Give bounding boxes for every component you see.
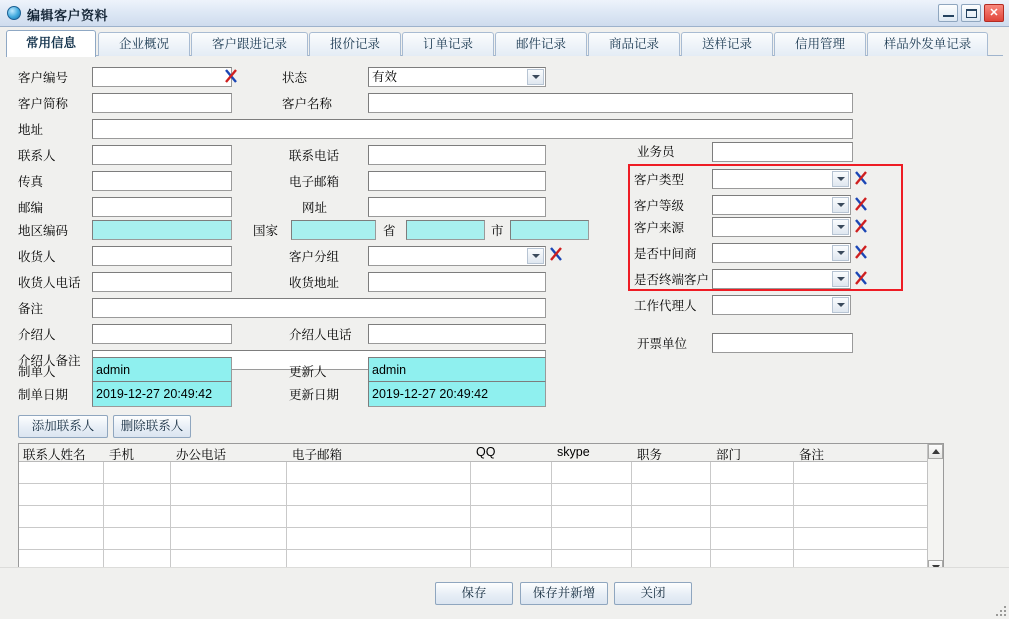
contacts-grid-header xyxy=(19,444,943,462)
column-header-department[interactable]: 部门 xyxy=(716,448,742,462)
is-end-customer-select[interactable] xyxy=(712,269,851,289)
label-create-date: 制单日期 xyxy=(18,388,69,402)
referrer-input[interactable] xyxy=(92,324,232,344)
label-cust-name: 客户名称 xyxy=(282,97,333,111)
label-contact: 联系人 xyxy=(18,149,56,163)
label-country: 国家 xyxy=(253,224,279,238)
grid-divider xyxy=(170,462,171,575)
label-consignee: 收货人 xyxy=(18,250,56,264)
create-date-value: 2019-12-27 20:49:42 xyxy=(92,381,232,407)
column-header-mobile[interactable]: 手机 xyxy=(109,448,135,462)
tab-company-profile[interactable]: 企业概况 xyxy=(98,32,190,56)
maximize-button[interactable] xyxy=(961,4,981,22)
tab-common-info[interactable]: 常用信息 xyxy=(6,30,96,57)
cust-no-picker-icon[interactable] xyxy=(224,67,239,85)
referrer-tel-input[interactable] xyxy=(368,324,546,344)
grid-divider xyxy=(470,462,471,575)
contact-input[interactable] xyxy=(92,145,232,165)
column-header-email[interactable]: 电子邮箱 xyxy=(292,448,343,462)
cust-type-clear-icon[interactable] xyxy=(854,169,869,187)
invoice-unit-input[interactable] xyxy=(712,333,853,353)
table-row[interactable] xyxy=(19,506,943,528)
email-input[interactable] xyxy=(368,171,546,191)
salesman-input[interactable] xyxy=(712,142,853,162)
label-is-middleman: 是否中间商 xyxy=(634,247,697,261)
cust-source-clear-icon[interactable] xyxy=(854,217,869,235)
chevron-down-icon[interactable] xyxy=(527,248,544,264)
label-creator: 制单人 xyxy=(18,365,56,379)
grid-divider xyxy=(286,462,287,575)
contacts-grid[interactable] xyxy=(18,443,944,576)
label-region-code: 地区编码 xyxy=(18,224,69,238)
tab-strip xyxy=(6,30,1003,56)
status-select-value: 有效 xyxy=(372,70,398,84)
column-header-remark[interactable]: 备注 xyxy=(799,448,825,462)
tab-mail-records[interactable]: 邮件记录 xyxy=(495,32,587,56)
contacts-grid-body[interactable] xyxy=(19,462,943,575)
cust-group-clear-icon[interactable] xyxy=(549,245,564,263)
column-header-position[interactable]: 职务 xyxy=(637,448,663,462)
column-header-name[interactable]: 联系人姓名 xyxy=(23,448,86,462)
chevron-down-icon[interactable] xyxy=(527,69,544,85)
window-title: 编辑客户资料 xyxy=(27,8,109,23)
ship-address-input[interactable] xyxy=(368,272,546,292)
cust-group-select[interactable] xyxy=(368,246,546,266)
postcode-input[interactable] xyxy=(92,197,232,217)
updater-value: admin xyxy=(368,357,546,383)
cust-level-clear-icon[interactable] xyxy=(854,195,869,213)
label-is-end-customer: 是否终端客户 xyxy=(634,273,710,287)
consignee-tel-input[interactable] xyxy=(92,272,232,292)
label-website: 网址 xyxy=(302,201,328,215)
column-header-skype[interactable]: skype xyxy=(557,445,590,459)
label-ship-address: 收货地址 xyxy=(289,276,340,290)
contact-tel-input[interactable] xyxy=(368,145,546,165)
address-input[interactable] xyxy=(92,119,853,139)
footer-bar xyxy=(0,567,1009,619)
label-consignee-tel: 收货人电话 xyxy=(18,276,81,290)
cust-source-select[interactable] xyxy=(712,217,851,237)
close-dialog-button[interactable]: 关闭 xyxy=(614,582,692,605)
save-and-new-button[interactable]: 保存并新增 xyxy=(520,582,608,605)
label-province: 省 xyxy=(383,224,396,238)
remark-input[interactable] xyxy=(92,298,546,318)
label-postcode: 邮编 xyxy=(18,201,44,215)
city-input[interactable] xyxy=(510,220,589,240)
tab-order-records[interactable]: 订单记录 xyxy=(402,32,494,56)
chevron-up-icon xyxy=(932,449,940,454)
chevron-down-icon[interactable] xyxy=(832,245,849,261)
province-input[interactable] xyxy=(406,220,485,240)
label-referrer-tel: 介绍人电话 xyxy=(289,328,352,342)
label-salesman: 业务员 xyxy=(637,145,675,159)
minimize-button[interactable] xyxy=(938,4,958,22)
grid-divider xyxy=(103,462,104,575)
window-controls xyxy=(938,4,1004,22)
delete-contact-button[interactable]: 删除联系人 xyxy=(113,415,191,438)
grid-vertical-scrollbar[interactable] xyxy=(927,444,943,575)
close-button[interactable] xyxy=(984,4,1004,22)
label-cust-type: 客户类型 xyxy=(634,173,685,187)
save-button[interactable]: 保存 xyxy=(435,582,513,605)
table-row[interactable] xyxy=(19,528,943,550)
app-circle-icon xyxy=(7,6,21,20)
label-contact-tel: 联系电话 xyxy=(289,149,340,163)
grid-divider xyxy=(551,462,552,575)
tab-sample-outgoing-records[interactable]: 样品外发单记录 xyxy=(867,32,988,56)
resize-grip[interactable] xyxy=(994,604,1006,616)
tab-product-records[interactable]: 商品记录 xyxy=(588,32,680,56)
chevron-down-icon[interactable] xyxy=(832,219,849,235)
cust-no-input[interactable] xyxy=(92,67,232,87)
label-fax: 传真 xyxy=(18,175,44,189)
label-cust-no: 客户编号 xyxy=(18,71,69,85)
cust-level-select[interactable] xyxy=(712,195,851,215)
label-cust-group: 客户分组 xyxy=(289,250,340,264)
add-contact-button[interactable]: 添加联系人 xyxy=(18,415,108,438)
grid-divider xyxy=(793,462,794,575)
label-cust-level: 客户等级 xyxy=(634,199,685,213)
status-select[interactable] xyxy=(368,67,546,87)
label-cust-short: 客户简称 xyxy=(18,97,69,111)
grid-divider xyxy=(631,462,632,575)
label-update-date: 更新日期 xyxy=(289,388,340,402)
is-end-customer-clear-icon[interactable] xyxy=(854,269,869,287)
chevron-down-icon[interactable] xyxy=(832,297,849,313)
chevron-down-icon[interactable] xyxy=(832,197,849,213)
label-city: 市 xyxy=(491,224,504,238)
label-referrer: 介绍人 xyxy=(18,328,56,342)
tab-quotation-records[interactable]: 报价记录 xyxy=(309,32,401,56)
scroll-track[interactable] xyxy=(928,459,943,560)
label-remark: 备注 xyxy=(18,302,44,316)
title-bar xyxy=(0,0,1009,27)
column-header-qq[interactable]: QQ xyxy=(476,445,496,459)
cust-type-select[interactable] xyxy=(712,169,851,189)
chevron-down-icon[interactable] xyxy=(832,271,849,287)
country-input[interactable] xyxy=(291,220,376,240)
update-date-value: 2019-12-27 20:49:42 xyxy=(368,381,546,407)
maximize-icon xyxy=(966,9,977,18)
work-agent-select[interactable] xyxy=(712,295,851,315)
tab-credit-management[interactable]: 信用管理 xyxy=(774,32,866,56)
consignee-input[interactable] xyxy=(92,246,232,266)
label-referrer-remark: 介绍人备注 xyxy=(18,354,81,368)
label-address: 地址 xyxy=(18,123,44,137)
is-middleman-select[interactable] xyxy=(712,243,851,263)
label-invoice-unit: 开票单位 xyxy=(637,337,688,351)
label-cust-source: 客户来源 xyxy=(634,221,685,235)
column-header-office-tel[interactable]: 办公电话 xyxy=(176,448,227,462)
label-status: 状态 xyxy=(282,71,308,85)
region-code-input[interactable] xyxy=(92,220,232,240)
label-email: 电子邮箱 xyxy=(289,175,340,189)
tab-sample-delivery-records[interactable]: 送样记录 xyxy=(681,32,773,56)
chevron-down-icon[interactable] xyxy=(832,171,849,187)
tab-followup-records[interactable]: 客户跟进记录 xyxy=(191,32,308,56)
cust-short-input[interactable] xyxy=(92,93,232,113)
label-work-agent: 工作代理人 xyxy=(634,299,697,313)
table-row[interactable] xyxy=(19,462,943,484)
creator-value: admin xyxy=(92,357,232,383)
fax-input[interactable] xyxy=(92,171,232,191)
cust-name-input[interactable] xyxy=(368,93,853,113)
close-icon: ✕ xyxy=(989,6,999,19)
label-updater: 更新人 xyxy=(289,365,327,379)
grid-divider xyxy=(710,462,711,575)
website-input[interactable] xyxy=(368,197,546,217)
table-row[interactable] xyxy=(19,484,943,506)
scroll-up-button[interactable] xyxy=(928,444,943,459)
is-middleman-clear-icon[interactable] xyxy=(854,243,869,261)
minimize-icon xyxy=(943,15,954,17)
